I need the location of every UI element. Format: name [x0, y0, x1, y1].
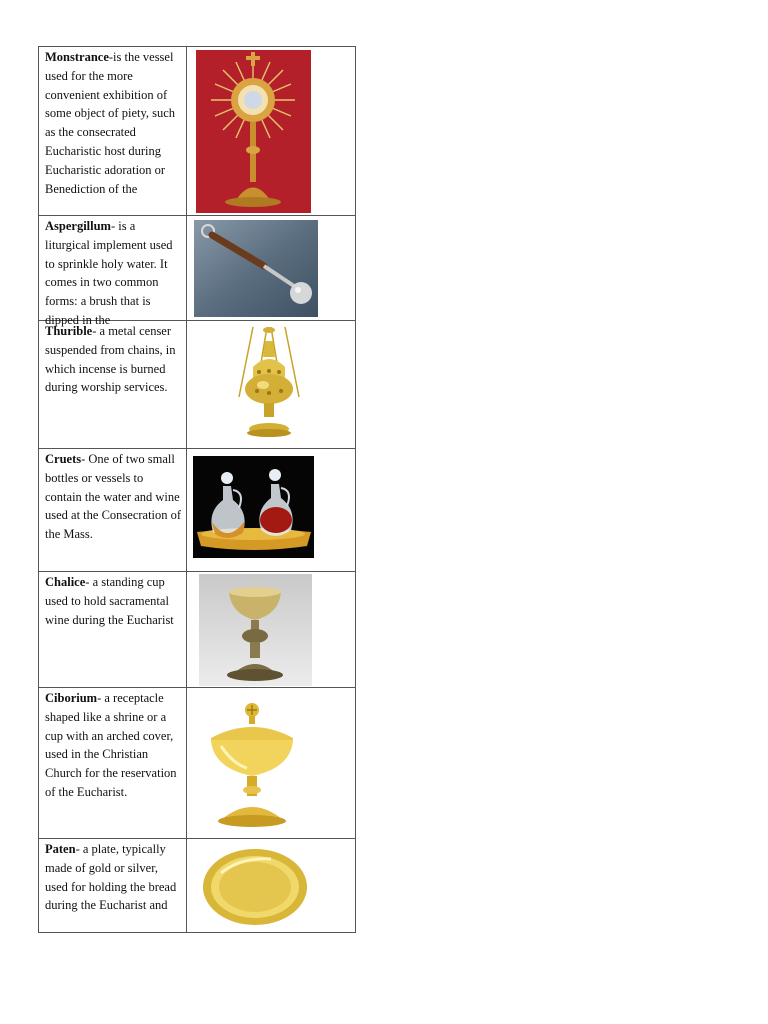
paten-image-cell — [187, 839, 356, 933]
table-row — [39, 688, 356, 839]
paten-term: Paten — [45, 842, 76, 856]
cruets-text-cell — [39, 449, 187, 572]
monstrance-description — [39, 47, 186, 214]
table-row — [39, 449, 356, 572]
aspergillum-text-cell — [39, 216, 187, 327]
monstrance-term: Monstrance — [45, 50, 109, 64]
aspergillum-term: Aspergillum — [45, 219, 111, 233]
chalice-definition: - a standing cup used to hold sacramental wine during the Eucharist — [45, 575, 174, 627]
ciborium-description — [39, 688, 186, 837]
monstrance-text-cell — [39, 47, 187, 216]
ciborium-text-cell — [39, 688, 187, 839]
monstrance-image-cell — [187, 47, 356, 216]
aspergillum-image-cell — [187, 216, 356, 321]
monstrance-definition: -is the vessel used for the more convenient exhibition of some object of piety, such as the consecrated Eucharistic host during Eucharistic adoration or Benediction of the — [45, 50, 176, 196]
chalice-image-cell — [187, 572, 356, 688]
ciborium-definition: - a receptacle shaped like a shrine or a cup with an arched cover, used in the Christian Church for the reservation of the Eucharist. — [45, 691, 177, 799]
paten-image — [201, 845, 309, 927]
table-row — [39, 216, 356, 321]
cruets-image — [193, 456, 314, 558]
thurible-text-cell — [39, 321, 187, 449]
monstrance-image — [196, 50, 311, 213]
chalice-image — [199, 574, 312, 686]
aspergillum-definition: - is a liturgical implement used to sprinkle holy water. It comes in two common forms: a brush that is dipped in the — [45, 219, 173, 327]
cruets-image-cell — [187, 449, 356, 572]
table-row — [39, 321, 356, 449]
table-row — [39, 47, 356, 216]
thurible-definition: - a metal censer suspended from chains, in which incense is burned during worship services. — [45, 324, 176, 395]
ciborium-image-cell — [187, 688, 356, 839]
table-row — [39, 572, 356, 688]
chalice-term: Chalice — [45, 575, 86, 589]
paten-description — [39, 839, 186, 931]
ciborium-term: Ciborium — [45, 691, 98, 705]
chalice-text-cell — [39, 572, 187, 688]
thurible-description — [39, 321, 186, 447]
thurible-image — [219, 327, 319, 445]
ciborium-image — [203, 702, 303, 830]
cruets-definition: - One of two small bottles or vessels to contain the water and wine used at the Consecration of the Mass. — [45, 452, 182, 542]
cruets-term: Cruets — [45, 452, 82, 466]
cruets-description — [39, 449, 186, 570]
vessels-table — [38, 46, 356, 933]
thurible-term: Thurible — [45, 324, 93, 338]
aspergillum-description — [39, 216, 186, 327]
paten-definition: - a plate, typically made of gold or silver, used for holding the bread during the Eucharist and — [45, 842, 177, 913]
aspergillum-image — [194, 220, 318, 317]
chalice-description — [39, 572, 186, 686]
thurible-image-cell — [187, 321, 356, 449]
paten-text-cell — [39, 839, 187, 933]
table-row — [39, 839, 356, 933]
